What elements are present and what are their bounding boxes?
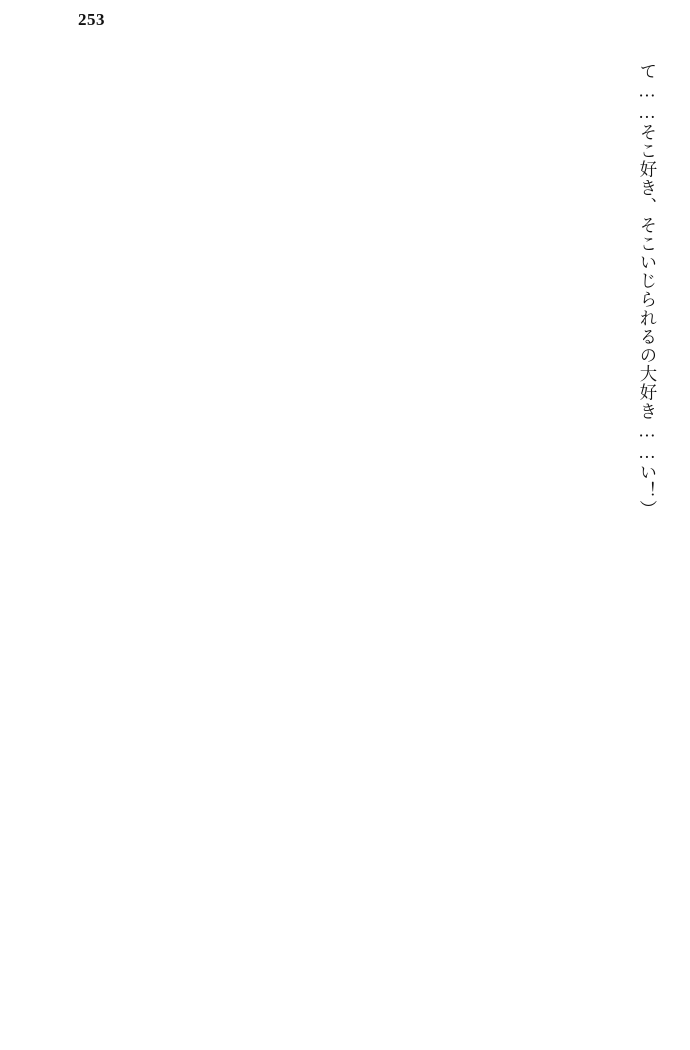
body-text-block	[26, 62, 662, 1030]
page-number: 253	[78, 10, 105, 29]
text-line	[26, 0, 662, 62]
text-line: て……そこ好き、そこいじられるの大好き……い！）	[637, 62, 657, 519]
